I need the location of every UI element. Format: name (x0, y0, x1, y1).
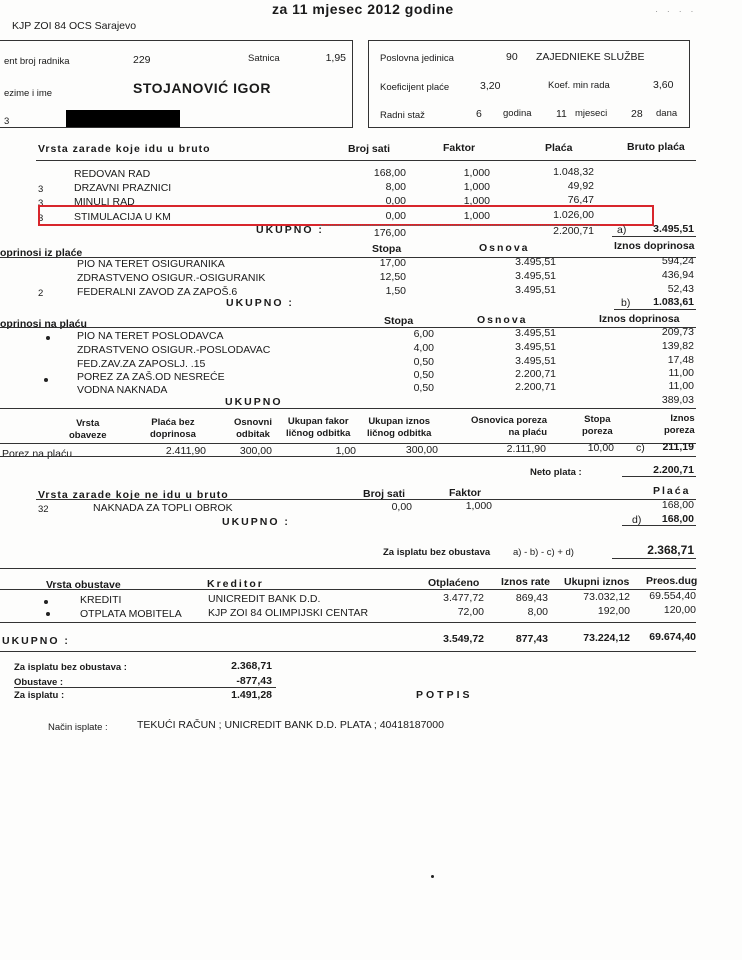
contribution-name: FEDERALNI ZAVOD ZA ZAPOŠ.6 (77, 286, 238, 298)
payment-method-value: TEKUĆI RAČUN ; UNICREDIT BANK D.D. PLATA ; 40418187000 (137, 719, 444, 731)
experience-years-label: godina (503, 108, 532, 119)
deduction-type: OTPLATA MOBITELA (80, 608, 182, 620)
deductions-total-rate: 877,43 (515, 633, 548, 645)
earning-pay: 76,47 (567, 194, 594, 206)
contrib-on-total: 389,03 (661, 394, 694, 406)
deductions-total-paid: 3.549,72 (443, 633, 484, 645)
other-row-code: 32 (38, 504, 49, 515)
experience-days-label: dana (656, 108, 678, 119)
contribution-amount: 436,94 (661, 269, 694, 281)
summary-label-gross: Za isplatu bez obustava : (14, 662, 127, 673)
earning-hours: 0,00 (385, 195, 406, 207)
tax-header-factor: Ukupan fakor ličnog odbitka (286, 416, 351, 439)
employee-id-label: ent broj radnika (4, 56, 70, 67)
tax-row-pay: 2.411,90 (165, 445, 206, 457)
experience-years: 6 (476, 108, 482, 120)
contribution-base: 3.495,51 (515, 270, 556, 282)
business-unit-code: 90 (506, 51, 518, 63)
deductions-header-total: Ukupni iznos (564, 576, 630, 588)
earning-name: MINULI RAD (74, 196, 135, 208)
experience-months-label: mjeseci (575, 108, 608, 119)
contribution-name: FED.ZAV.ZA ZAPOSLJ. .15 (77, 358, 206, 370)
earning-factor: 1,000 (463, 167, 490, 179)
other-total: 168,00 (661, 513, 694, 525)
tax-header-total: Ukupan iznos ličnog odbitka (367, 416, 432, 439)
contribution-amount: 11,00 (668, 380, 694, 392)
tax-row-factor: 1,00 (335, 445, 356, 457)
deduction-creditor: UNICREDIT BANK D.D. (208, 593, 321, 605)
contribution-base: 3.495,51 (515, 341, 556, 353)
deductions-header-rule (0, 589, 696, 590)
coefficient-label: Koeficijent plaće (380, 82, 450, 93)
payout-rule (0, 568, 696, 569)
net-pay-value: 2.200,71 (653, 464, 694, 476)
earning-hours: 0,00 (385, 210, 406, 222)
contribution-rate: 0,50 (413, 369, 434, 381)
summary-value-payout: 1.491,28 (231, 689, 272, 701)
summary-value-deductions: -877,43 (236, 675, 272, 687)
earnings-total-gross: 3.495,51 (653, 223, 694, 235)
contribution-base: 3.495,51 (515, 355, 556, 367)
earning-pay: 49,92 (567, 180, 594, 192)
other-total-letter: d) (632, 514, 642, 526)
deductions-total-rule (0, 651, 696, 652)
earning-code: 3 (38, 198, 44, 209)
tax-row-rate: 10,00 (587, 442, 614, 454)
gross-underline (612, 236, 696, 237)
summary-rule (14, 687, 276, 688)
other-row-pay: 168,00 (661, 499, 694, 511)
earning-name: REDOVAN RAD (74, 168, 151, 180)
contribution-amount: 209,73 (661, 326, 694, 338)
tax-header-basic: Osnovni odbitak (234, 417, 273, 440)
tax-header-pay: Plaća bez doprinosa (150, 417, 196, 440)
contribution-name: VODNA NAKNADA (77, 384, 168, 396)
earning-factor: 1,000 (463, 181, 490, 193)
contrib-on-total-label: UKUPNO (225, 396, 283, 408)
contrib-from-total-label: UKUPNO : (226, 297, 294, 309)
contribution-rate: 0,50 (413, 356, 434, 368)
speck (431, 875, 434, 878)
punch-hole (44, 378, 48, 382)
contrib-from-total-letter: b) (621, 297, 631, 309)
contrib-on-header-amount: Iznos doprinosa (599, 313, 680, 325)
punch-hole (46, 336, 50, 340)
deductions-total-rest: 69.674,40 (649, 631, 696, 643)
experience-days: 28 (631, 108, 643, 120)
contrib-from-header-rate: Stopa (372, 243, 402, 255)
other-header-rule (36, 499, 696, 500)
deduction-paid: 3.477,72 (443, 592, 484, 604)
min-coefficient-value: 3,60 (653, 79, 674, 91)
experience-months: 11 (556, 108, 567, 120)
other-row-factor: 1,000 (465, 500, 492, 512)
contribution-amount: 17,48 (667, 354, 694, 366)
contrib-from-total: 1.083,61 (653, 296, 694, 308)
tax-row-base: 2.111,90 (506, 443, 546, 455)
contribution-amount: 139,82 (661, 340, 694, 352)
employee-id-value: 229 (133, 54, 151, 66)
business-unit-value: ZAJEDNIEKE SLUŽBE (536, 51, 645, 63)
tax-row-name: Porez na plaću (2, 448, 73, 460)
earnings-total-label: UKUPNO : (256, 224, 324, 236)
redacted-field (66, 110, 180, 127)
employee-name-value: STOJANOVIĆ IGOR (133, 80, 271, 96)
earnings-header-type: Vrsta zarade koje idu u bruto (38, 143, 211, 155)
earning-name: STIMULACIJA U KM (74, 211, 171, 223)
earnings-header-pay: Plaća (545, 142, 573, 154)
earnings-total-pay: 2.200,71 (553, 225, 594, 237)
tax-bottom-rule (0, 456, 696, 457)
contrib-from-header-amount: Iznos doprinosa (614, 240, 695, 252)
contrib-from-header-type: oprinosi iz plaće (0, 247, 83, 259)
contribution-code: 2 (38, 288, 44, 299)
earnings-total-hours: 176,00 (373, 227, 406, 239)
coefficient-value: 3,20 (480, 80, 501, 92)
tax-header-amount: Iznos poreza (664, 413, 695, 436)
organization-name: KJP ZOI 84 OCS Sarajevo (12, 20, 137, 32)
deduction-paid: 72,00 (457, 606, 484, 618)
contribution-rate: 6,00 (413, 328, 434, 340)
deduction-rest: 120,00 (663, 604, 696, 616)
work-experience-label: Radni staž (380, 110, 425, 121)
contribution-rate: 4,00 (413, 342, 434, 354)
payout-value: 2.368,71 (647, 543, 694, 557)
payout-label: Za isplatu bez obustava (383, 547, 491, 558)
deductions-header-rate: Iznos rate (501, 576, 551, 588)
tax-row-letter: c) (636, 442, 645, 454)
earning-factor: 1,000 (463, 210, 490, 222)
other-total-underline (622, 525, 696, 526)
deductions-header-rest: Preos.dug (646, 575, 698, 587)
tax-row-amount: 211,19 (662, 441, 694, 453)
tax-row-total: 300,00 (405, 444, 438, 456)
contribution-base: 3.495,51 (515, 256, 556, 268)
contrib-on-rule (0, 327, 696, 328)
contribution-base: 2.200,71 (515, 381, 556, 393)
employee-jmbg-label: 3 (4, 116, 10, 127)
summary-value-gross: 2.368,71 (231, 660, 272, 672)
deduction-rest: 69.554,40 (649, 590, 696, 602)
contribution-name: ZDRASTVENO OSIGUR.-OSIGURANIK (77, 272, 266, 284)
tax-header-base: Osnovica poreza na plaću (471, 415, 548, 438)
deduction-total: 73.032,12 (583, 591, 630, 603)
employee-name-label: ezime i ime (4, 88, 53, 99)
signature-label: POTPIS (416, 689, 473, 701)
corner-mark: · · · · (655, 6, 697, 17)
earning-code: 3 (38, 213, 44, 224)
contrib-from-underline (614, 309, 696, 310)
summary-label-payout: Za isplatu : (14, 690, 65, 701)
hourly-rate-value: 1,95 (325, 52, 346, 64)
contribution-base: 2.200,71 (515, 368, 556, 380)
earning-pay: 1.026,00 (553, 209, 594, 221)
earnings-header-rule (36, 160, 696, 161)
payment-method-label: Način isplate : (48, 722, 108, 733)
contrib-from-header-base: Osnova (479, 242, 530, 254)
document-title: za 11 mjesec 2012 godine (272, 1, 454, 17)
deductions-total-total: 73.224,12 (583, 632, 630, 644)
contribution-base: 3.495,51 (515, 327, 556, 339)
contribution-name: PIO NA TERET POSLODAVCA (77, 330, 224, 342)
contrib-on-header-type: oprinosi na plaću (0, 318, 87, 330)
contribution-rate: 12,50 (379, 271, 406, 283)
contribution-rate: 17,00 (379, 257, 406, 269)
tax-header-rate: Stopa poreza (582, 414, 613, 437)
other-total-label: UKUPNO : (222, 516, 290, 528)
earnings-header-gross: Bruto plaća (627, 141, 685, 153)
deductions-header-paid: Otplaćeno (428, 577, 480, 589)
other-header-hours: Broj sati (363, 488, 406, 500)
tax-top-rule (0, 408, 696, 409)
contrib-on-header-rate: Stopa (384, 315, 414, 327)
contribution-rate: 0,50 (413, 382, 434, 394)
other-header-pay: Plaća (653, 485, 691, 497)
payout-underline (612, 558, 696, 559)
contribution-amount: 52,43 (667, 283, 694, 295)
contribution-name: PIO NA TERET OSIGURANIKA (77, 258, 225, 270)
deductions-header-type: Vrsta obustave (46, 579, 121, 591)
earnings-header-hours: Broj sati (348, 143, 391, 155)
earning-code: 3 (38, 184, 44, 195)
payout-formula: a) - b) - c) + d) (513, 547, 574, 558)
highlight-box (38, 205, 654, 226)
deduction-rate: 869,43 (515, 592, 548, 604)
contribution-name: ZDRASTVENO OSIGUR.-POSLODAVAC (77, 344, 271, 356)
tax-header-type: Vrsta obaveze (69, 418, 107, 441)
other-header-type: Vrsta zarade koje ne idu u bruto (38, 489, 229, 501)
deductions-total-label: UKUPNO : (2, 635, 70, 647)
summary-label-deductions: Obustave : (14, 677, 64, 688)
contribution-rate: 1,50 (385, 285, 406, 297)
other-row-hours: 0,00 (391, 501, 412, 513)
deduction-rate: 8,00 (527, 606, 548, 618)
contribution-amount: 594,24 (661, 255, 694, 267)
deduction-creditor: KJP ZOI 84 OLIMPIJSKI CENTAR (208, 607, 369, 619)
deduction-total: 192,00 (597, 605, 630, 617)
earning-factor: 1,000 (463, 195, 490, 207)
punch-hole (44, 600, 48, 604)
contribution-name: POREZ ZA ZAŠ.OD NESREĆE (77, 371, 225, 383)
min-coefficient-label: Koef. min rada (548, 80, 610, 91)
business-unit-label: Poslovna jedinica (380, 53, 454, 64)
tax-row-basic: 300,00 (239, 445, 272, 457)
earnings-total-letter: a) (617, 224, 627, 236)
net-pay-label: Neto plata : (530, 467, 582, 478)
deduction-type: KREDITI (80, 594, 122, 606)
hourly-rate-label: Satnica (248, 53, 280, 64)
net-pay-underline (622, 476, 696, 477)
contribution-base: 3.495,51 (515, 284, 556, 296)
contribution-amount: 11,00 (668, 367, 694, 379)
earning-name: DRZAVNI PRAZNICI (74, 182, 172, 194)
earning-pay: 1.048,32 (553, 166, 594, 178)
earning-hours: 168,00 (373, 167, 406, 179)
punch-hole (46, 612, 50, 616)
earnings-header-factor: Faktor (443, 142, 476, 154)
other-header-factor: Faktor (449, 487, 482, 499)
deductions-header-creditor: Kreditor (207, 578, 264, 590)
deductions-rule (0, 622, 696, 623)
contrib-on-header-base: Osnova (477, 314, 528, 326)
other-row-name: NAKNADA ZA TOPLI OBROK (93, 502, 233, 514)
earning-hours: 8,00 (385, 181, 406, 193)
